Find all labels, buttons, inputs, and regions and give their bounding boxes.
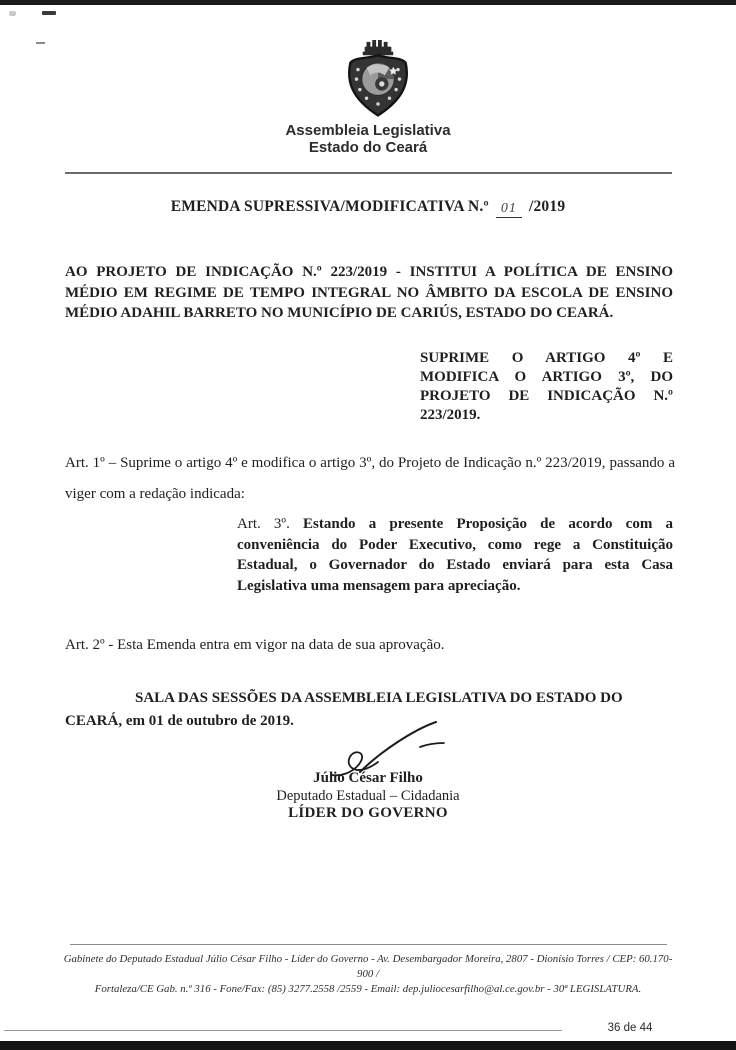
footer-address [58, 952, 678, 997]
org-name-line1: Assembleia Legislativa [285, 122, 451, 139]
signatory-role: Deputado Estadual – Cidadania [276, 788, 460, 804]
signatory-title: LÍDER DO GOVERNO [288, 805, 448, 821]
document-title [0, 198, 736, 217]
scan-artifact-bottom-bar [0, 1041, 736, 1050]
scan-artifact-mark [42, 11, 56, 15]
footer-line-1: Gabinete do Deputado Estadual Júlio César Filho - Líder do Governo - Av. Desembargador Moreira, 2807 - Dionísio Torres / CEP: 60.170-900 / [63, 953, 673, 980]
handwritten-document-number: 01 [496, 201, 522, 218]
closing-paragraph: SALA DAS SESSÕES DA ASSEMBLEIA LEGISLATIVA DO ESTADO DO CEARÁ, em 01 de outubro de 2019. [65, 690, 623, 729]
article-3-label: Art. 3º. [237, 516, 290, 532]
article-3-text: Estando a presente Proposição de acordo com a conveniência do Poder Executivo, como rege a Constituição Estadual, o Governador do Estado enviará para esta Casa Legislativa uma mensagem para apreciação. [237, 516, 674, 594]
article-2-paragraph: Art. 2º - Esta Emenda entra em vigor na data de sua aprovação. [65, 637, 445, 653]
article-1-paragraph: Art. 1º – Suprime o artigo 4º e modifica o artigo 3º, do Projeto de Indicação n.º 223/2019, passando a viger com a redação indicada: [65, 455, 675, 502]
article-3-quote [237, 514, 673, 596]
page-number: 36 de 44 [607, 1022, 653, 1034]
scan-artifact-top-bar [0, 0, 736, 5]
org-name-line2: Estado do Ceará [308, 139, 428, 156]
footer-divider [70, 944, 667, 945]
scan-artifact-mark [36, 42, 45, 44]
summary-block: SUPRIME O ARTIGO 4º E MODIFICA O ARTIGO 3º, DO PROJETO DE INDICAÇÃO N.º 223/2019. [420, 350, 673, 423]
bottom-divider [4, 1030, 562, 1031]
header-divider [65, 172, 672, 174]
document-title-prefix: EMENDA SUPRESSIVA/MODIFICATIVA N.º [170, 198, 489, 215]
document-title-suffix: /2019 [528, 198, 566, 215]
signatory-name: Júlio César Filho [313, 770, 423, 786]
org-name [0, 122, 736, 156]
footer-line-2: Fortaleza/CE Gab. n.º 316 - Fone/Fax: (85) 3277.2558 /2559 - Email: dep.juliocesarfilho@al.ce.gov.br - 30ª LEGISLATURA. [94, 983, 642, 995]
subject-paragraph: AO PROJETO DE INDICAÇÃO N.º 223/2019 - INSTITUI A POLÍTICA DE ENSINO MÉDIO EM REGIME DE TEMPO INTEGRAL NO ÂMBITO DA ESCOLA DE ENSINO MÉDIO ADAHIL BARRETO NO MUNICÍPIO DE CARIÚS, ESTADO DO CEARÁ. [65, 264, 673, 321]
ceara-coat-of-arms-icon [335, 40, 421, 124]
scan-artifact-mark [9, 11, 16, 16]
